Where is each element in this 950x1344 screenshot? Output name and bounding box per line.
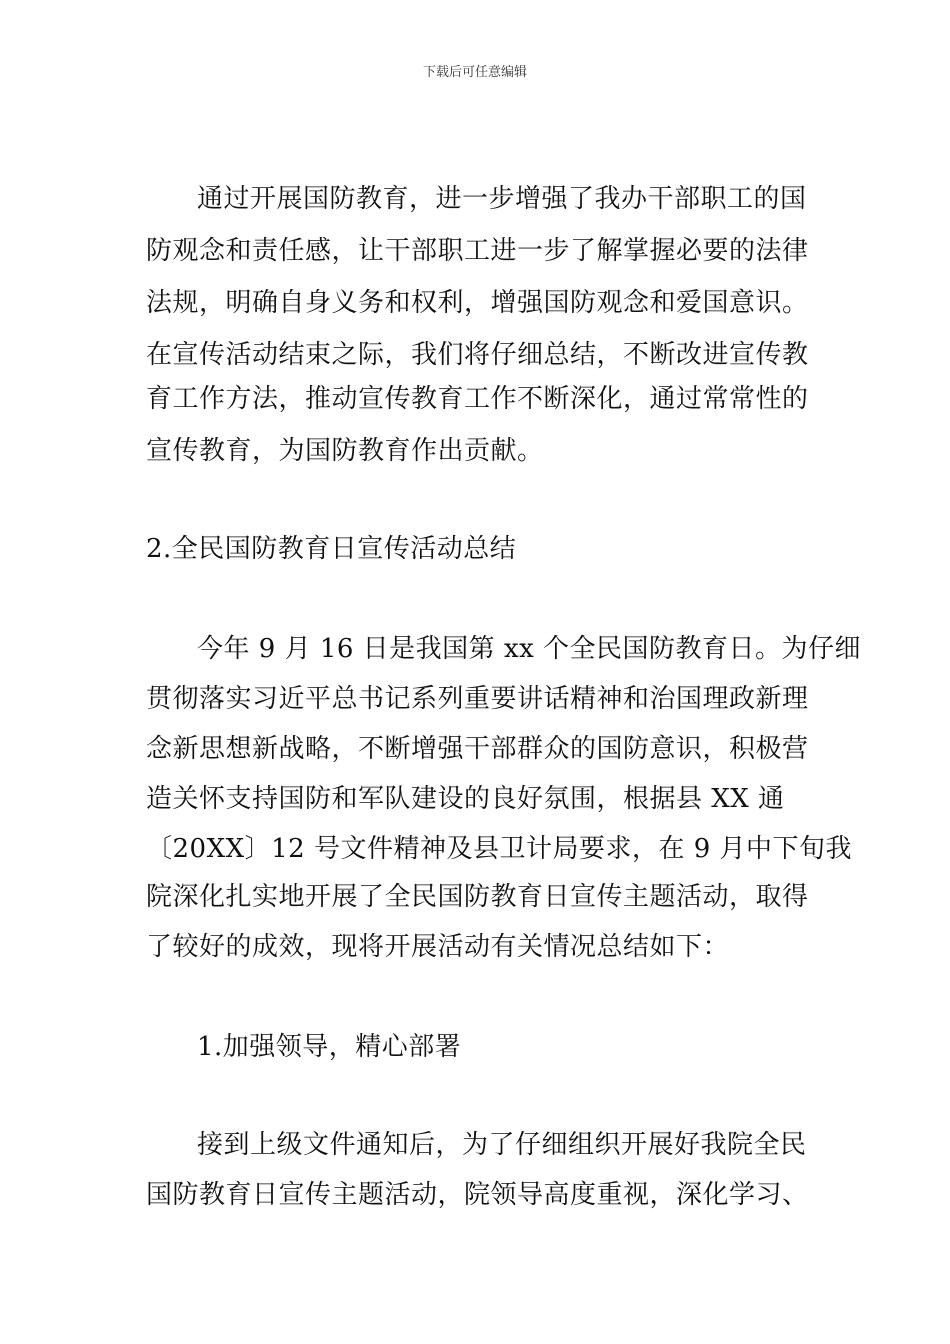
paragraph-2-line-2: 贯彻落实习近平总书记系列重要讲话精神和治国理政新理 bbox=[146, 684, 809, 714]
paragraph-2-line-1: 今年 9 月 16 日是我国第 xx 个全民国防教育日。为仔细 bbox=[197, 634, 862, 664]
paragraph-1-line-2: 防观念和责任感，让干部职工进一步了解掌握必要的法律 bbox=[146, 236, 809, 266]
paragraph-3-line-1: 接到上级文件通知后，为了仔细组织开展好我院全民 bbox=[197, 1130, 807, 1160]
paragraph-2-line-4: 造关怀支持国防和军队建设的良好氛围，根据县 XX 通 bbox=[146, 784, 785, 814]
paragraph-1-line-1: 通过开展国防教育，进一步增强了我办干部职工的国 bbox=[197, 184, 807, 214]
page-header: 下载后可任意编辑 bbox=[422, 65, 527, 80]
paragraph-2-line-7: 了较好的成效，现将开展活动有关情况总结如下： bbox=[146, 932, 730, 962]
sub-heading-1: 1.加强领导，精心部署 bbox=[197, 1032, 462, 1062]
paragraph-1-line-6: 宣传教育，为国防教育作出贡献。 bbox=[146, 436, 544, 466]
paragraph-2-line-5: 〔20XX〕12 号文件精神及县卫计局要求，在 9 月中下旬我 bbox=[146, 834, 853, 864]
paragraph-2-line-3: 念新思想新战略，不断增强干部群众的国防意识，积极营 bbox=[146, 734, 809, 764]
paragraph-1-line-4: 在宣传活动结束之际，我们将仔细总结，不断改进宣传教 bbox=[146, 340, 809, 370]
paragraph-3-line-2: 国防教育日宣传主题活动，院领导高度重视，深化学习、 bbox=[146, 1180, 809, 1210]
paragraph-1-line-3: 法规，明确自身义务和权利，增强国防观念和爱国意识。 bbox=[146, 288, 809, 318]
section-heading-2: 2.全民国防教育日宣传活动总结 bbox=[146, 534, 517, 564]
paragraph-1-line-5: 育工作方法，推动宣传教育工作不断深化，通过常常性的 bbox=[146, 384, 809, 414]
paragraph-2-line-6: 院深化扎实地开展了全民国防教育日宣传主题活动，取得 bbox=[146, 882, 809, 912]
